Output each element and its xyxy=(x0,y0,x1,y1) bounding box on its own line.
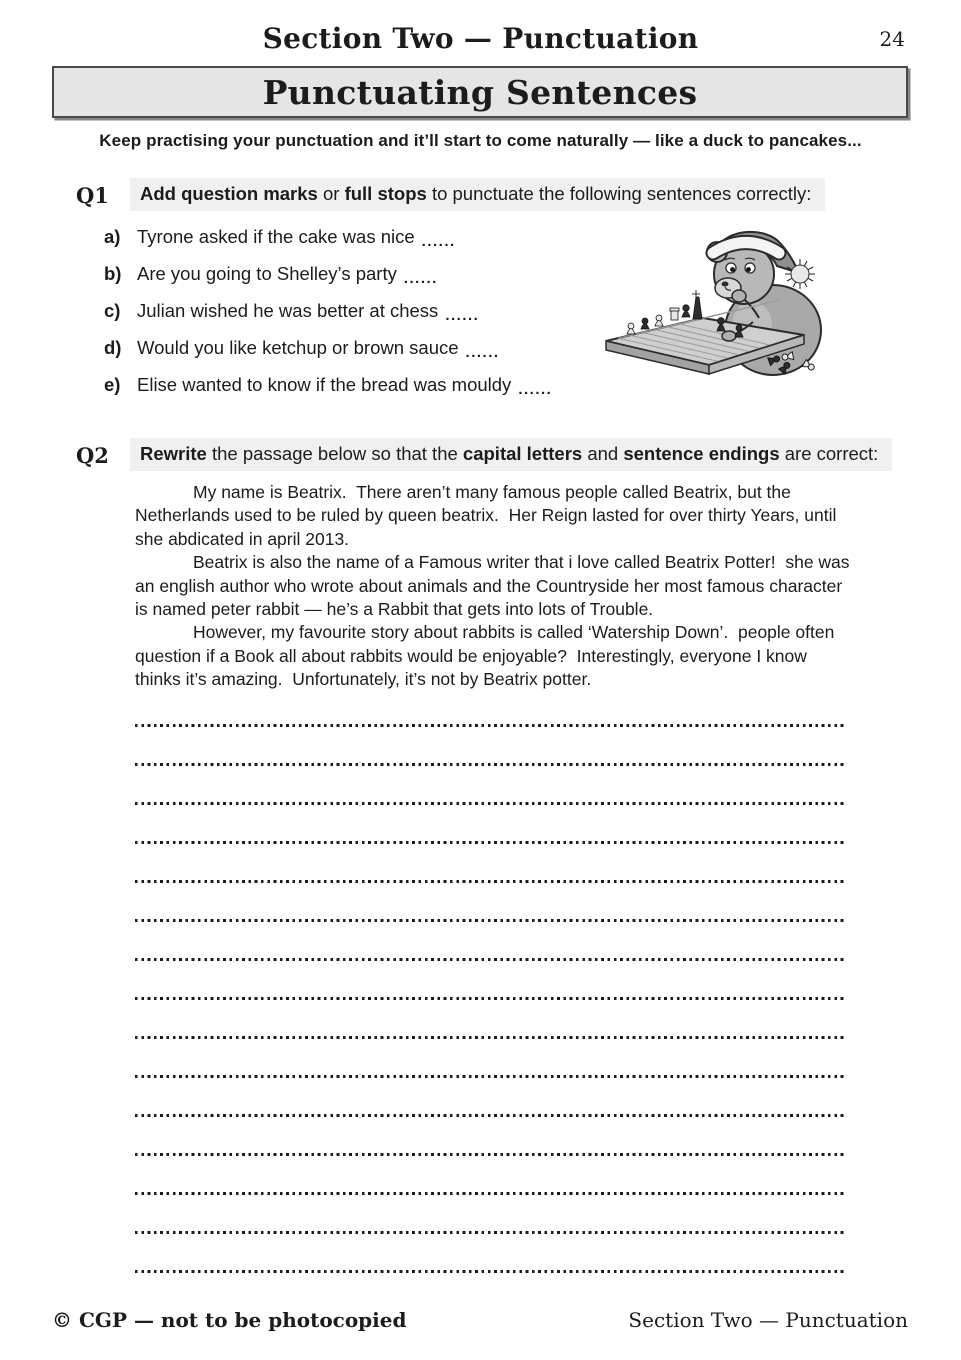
intro-joke: Keep practising your punctuation and it’ll start to come naturally — like a duck to pancakes... xyxy=(99,131,862,150)
bear-chess-illustration xyxy=(601,226,829,378)
q1-instruction-bold-1: Add question marks xyxy=(140,183,318,204)
q1-item-b xyxy=(104,255,552,292)
answer-blank[interactable]: ...... xyxy=(445,307,480,324)
passage-paragraph-2: Beatrix is also the name of a Famous writer that i love called Beatrix Potter! she was an english author who wrote about animals and the Countryside her most famous character is named peter rabbit — he’s a Rabbit that gets into lots of Trouble. xyxy=(135,552,855,620)
answer-blank[interactable]: ...... xyxy=(518,381,553,398)
section-header: Section Two — Punctuation xyxy=(262,22,699,55)
answer-line[interactable] xyxy=(135,880,845,883)
answer-line[interactable] xyxy=(135,841,845,844)
q2-instruction-bold-3: sentence endings xyxy=(623,443,780,464)
answer-line[interactable] xyxy=(135,1153,845,1156)
q2-instruction-plain-3: are correct: xyxy=(779,443,879,464)
item-label: e) xyxy=(104,373,121,395)
q2-instruction xyxy=(130,438,892,471)
answer-line[interactable] xyxy=(135,919,845,922)
copyright-footer: © CGP — not to be photocopied xyxy=(52,1308,407,1332)
item-sentence: Tyrone asked if the cake was nice xyxy=(137,225,415,247)
item-sentence: Would you like ketchup or brown sauce xyxy=(137,336,459,358)
item-label: d) xyxy=(104,336,122,358)
answer-line[interactable] xyxy=(135,1270,845,1273)
answer-lines xyxy=(135,724,845,1309)
item-sentence: Are you going to Shelley’s party xyxy=(137,262,397,284)
q1-item-c xyxy=(104,292,552,329)
q2-instruction-plain-2: and xyxy=(582,443,624,464)
answer-line[interactable] xyxy=(135,997,845,1000)
q1-instruction-plain-1: or xyxy=(317,183,345,204)
item-sentence: Elise wanted to know if the bread was mouldy xyxy=(137,373,512,395)
worksheet-title-box xyxy=(52,66,908,118)
section-footer: Section Two — Punctuation xyxy=(628,1308,908,1332)
answer-line[interactable] xyxy=(135,802,845,805)
q1-instruction xyxy=(130,178,825,211)
q1-label: Q1 xyxy=(76,183,109,208)
q1-item-e xyxy=(104,366,552,403)
answer-blank[interactable]: ...... xyxy=(421,233,456,250)
answer-line[interactable] xyxy=(135,1036,845,1039)
answer-line[interactable] xyxy=(135,724,845,727)
rewrite-passage xyxy=(135,481,855,692)
answer-blank[interactable]: ...... xyxy=(465,344,500,361)
item-label: a) xyxy=(104,225,121,247)
item-label: c) xyxy=(104,299,121,321)
q2-instruction-bold-2: capital letters xyxy=(462,443,583,464)
question-1 xyxy=(0,178,961,211)
question-2 xyxy=(0,438,961,471)
answer-line[interactable] xyxy=(135,958,845,961)
passage-paragraph-3: However, my favourite story about rabbits is called ‘Watership Down’. people often question if a Book all about rabbits would be enjoyable? Interestingly, everyone I know thinks it’s amazing. Unfortunately, it’s not by Beatrix potter. xyxy=(135,622,840,690)
q1-instruction-plain-2: to punctuate the following sentences correctly: xyxy=(426,183,812,204)
worksheet-title: Punctuating Sentences xyxy=(262,72,698,112)
answer-line[interactable] xyxy=(135,1192,845,1195)
item-label: b) xyxy=(104,262,122,284)
answer-blank[interactable]: ...... xyxy=(403,270,438,287)
answer-line[interactable] xyxy=(135,1231,845,1234)
q2-instruction-bold-1: Rewrite xyxy=(140,443,207,464)
q2-label: Q2 xyxy=(76,443,109,468)
answer-line[interactable] xyxy=(135,763,845,766)
page-number: 24 xyxy=(879,27,905,51)
page-footer xyxy=(52,1308,908,1332)
q1-item-a xyxy=(104,218,552,255)
item-sentence: Julian wished he was better at chess xyxy=(137,299,439,321)
answer-line[interactable] xyxy=(135,1114,845,1117)
answer-line[interactable] xyxy=(135,1075,845,1078)
q2-instruction-plain-1: the passage below so that the xyxy=(206,443,463,464)
q1-item-list xyxy=(104,218,552,403)
q1-item-d xyxy=(104,329,552,366)
passage-paragraph-1: My name is Beatrix. There aren’t many famous people called Beatrix, but the Netherlands used to be ruled by queen beatrix. Her Reign lasted for over thirty Years, until she abdicated in april 2013. xyxy=(135,482,842,549)
q1-instruction-bold-2: full stops xyxy=(344,183,427,204)
